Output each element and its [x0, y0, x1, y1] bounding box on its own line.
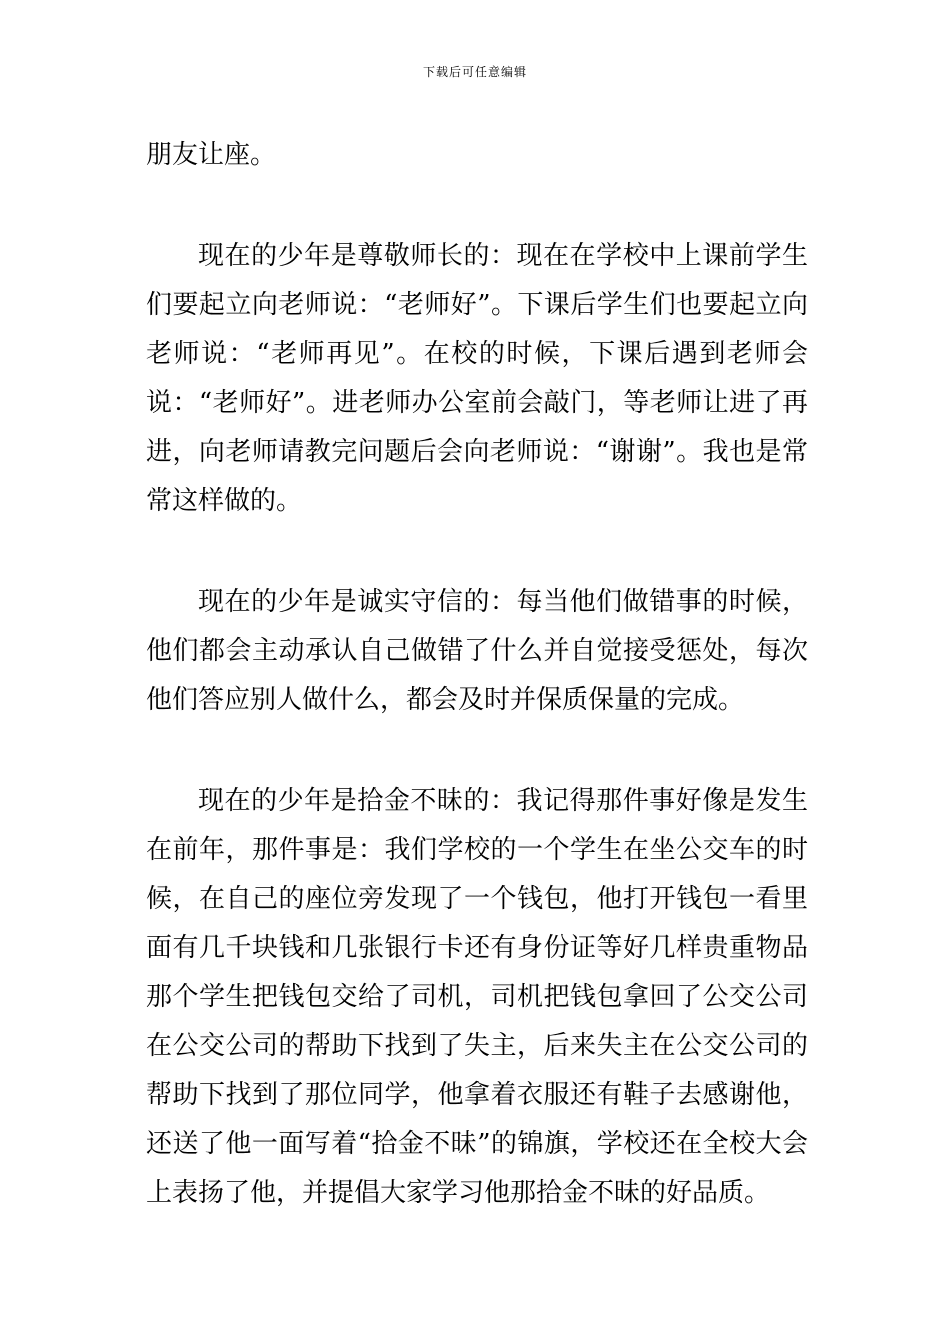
paragraph-honesty: 现在的少年是诚实守信的：每当他们做错事的时候，他们都会主动承认自己做错了什么并自觉接受惩处，每次他们答应别人做什么，都会及时并保质保量的完成。 — [146, 587, 808, 715]
paragraph-return-lost-property: 现在的少年是拾金不昧的：我记得那件事好像是发生在前年，那件事是：我们学校的一个学生在坐公交车的时候，在自己的座位旁发现了一个钱包，他打开钱包一看里面有几千块钱和几张银行卡还有身份证等好几样贵重物品那个学生把钱包交给了司机，司机把钱包拿回了公交公司在公交公司的帮助下找到了失主，后来失主在公交公司的帮助下找到了那位同学，他拿着衣服还有鞋子去感谢他，还送了他一面写着“拾金不昧”的锦旗，学校还在全校大会上表扬了他，并提倡大家学习他那拾金不昧的好品质。 — [146, 786, 808, 1208]
document-body — [146, 131, 808, 1270]
paragraph-continuation: 朋友让座。 — [146, 140, 277, 170]
paragraph-respect-teachers: 现在的少年是尊敬师长的：现在在学校中上课前学生们要起立向老师说：“老师好”。下课后学生们也要起立向老师说：“老师再见”。在校的时候，下课后遇到老师会说：“老师好”。进老师办公室前会敲门，等老师让进了再进，向老师请教完问题后会向老师说：“谢谢”。我也是常常这样做的。 — [146, 241, 808, 516]
page-header: 下载后可任意编辑 — [422, 65, 527, 79]
